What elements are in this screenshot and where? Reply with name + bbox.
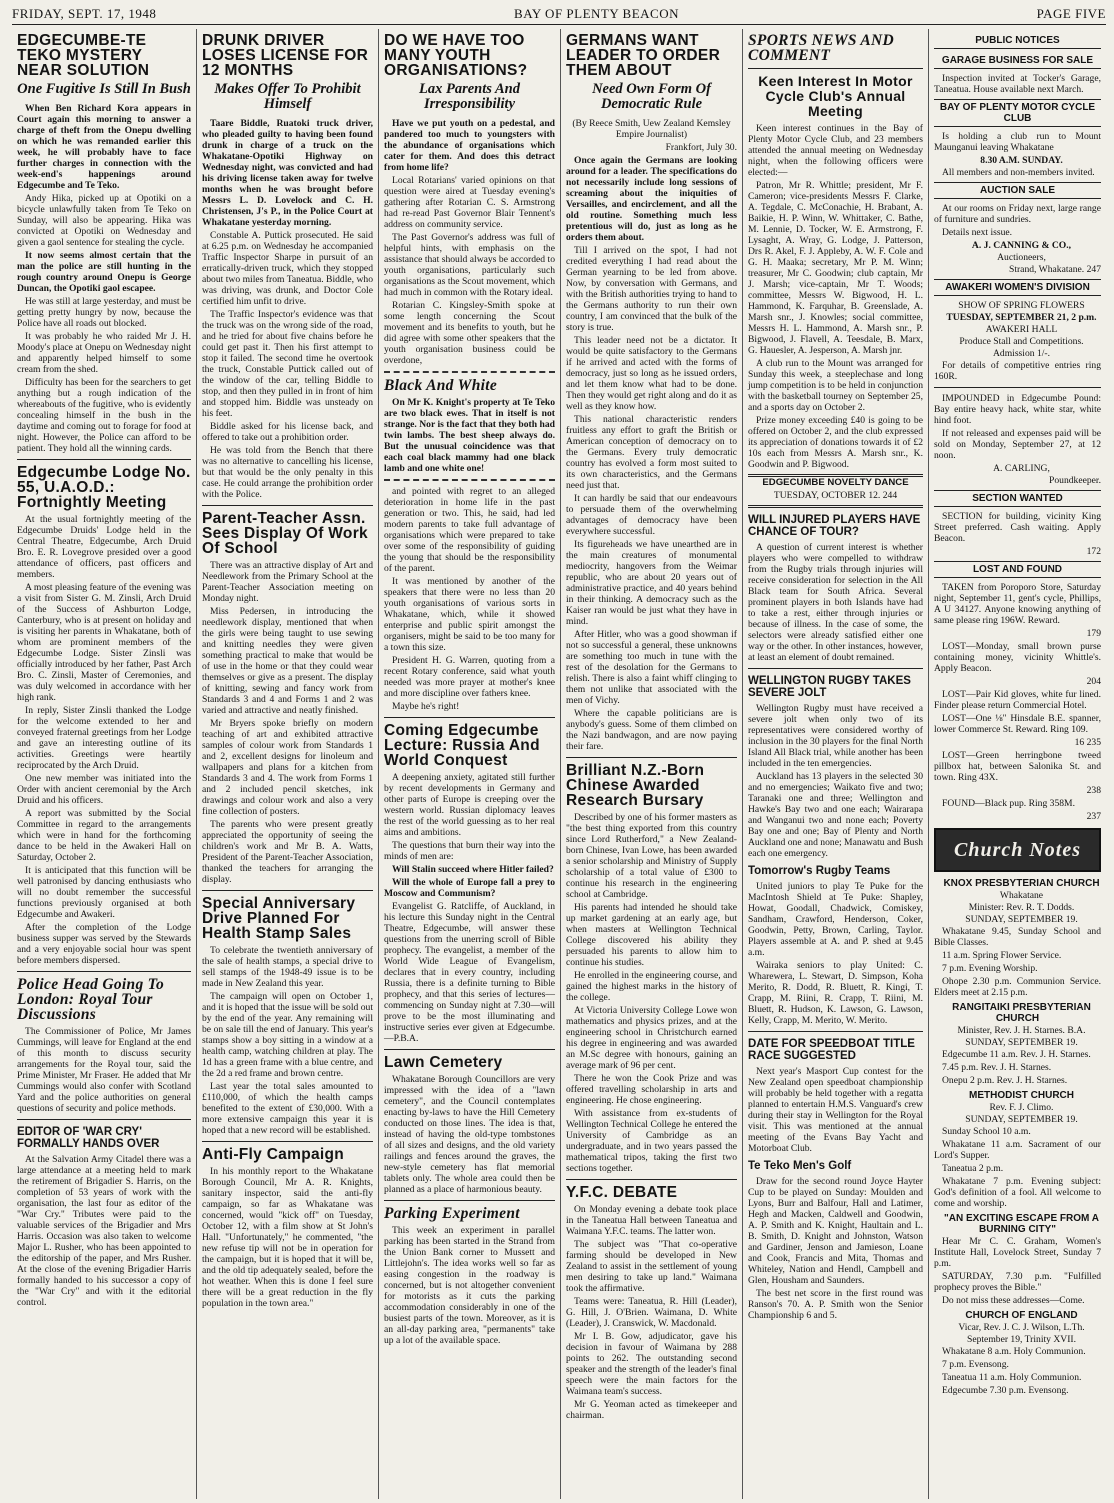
divider	[202, 1141, 373, 1142]
article-paragraph: Miss Pedersen, in introducing the needlework display, mentioned that when the girls were being taught to use sewing and knitting needles they were given something practical to make that would be of use in the home or that they could wear themselves or give as a present. The display of knitting, sewing and fancy work from Standards 3 and 4 and Forms 1 and 2 was varied and attractive and neatly finished.	[202, 606, 373, 716]
article-paragraph: He was still at large yesterday, and must be getting pretty hungry by now, because the Police have all roads out blocked.	[17, 296, 191, 329]
notice-ref: 172	[1086, 546, 1101, 557]
church-line: Vicar, Rev. J. C. J. Wilson, L.Th.	[958, 1322, 1085, 1333]
subhead-democratic-rule: Need Own Form Of Democratic Rule	[592, 81, 711, 112]
church-escape-head: "AN EXCITING ESCAPE FROM A BURNING CITY"	[944, 1213, 1099, 1235]
notice-ref: 179	[1086, 628, 1101, 639]
notice-time: 8.30 A.M. SUNDAY.	[980, 155, 1063, 166]
church-line: Whakatane 7 p.m. Evening subject: God's definition of a fool. All welcome to come and worship.	[934, 1176, 1101, 1209]
church-line: Minister: Rev. R. T. Dodds.	[968, 902, 1075, 913]
lost-item: FOUND—Black pup. Ring 358M.	[942, 798, 1075, 809]
notice-ref: 247	[1086, 264, 1101, 275]
notice-text: AWAKERI HALL	[985, 324, 1058, 335]
headline-speedboat: DATE FOR SPEEDBOAT TITLE RACE SUGGESTED	[748, 1038, 915, 1062]
article-lead: On Mr K. Knight's property at Te Teko are two black ewes. That in itself is not strange. Nor is the fact that they both had twin lambs. The best sheep always do. But the unusual coincidence was that each coal black mammy had one black lamb and one white one!	[384, 397, 555, 474]
notice-text: Inspection invited at Tocker's Garage, Taneatua. House available next March.	[934, 73, 1101, 95]
notice-garage-head: GARAGE BUSINESS FOR SALE	[934, 53, 1101, 69]
column-3	[379, 29, 561, 1499]
masthead	[12, 4, 1106, 25]
church-line: Do not miss these addresses—Come.	[942, 1295, 1085, 1306]
divider	[17, 1119, 191, 1120]
divider	[202, 505, 373, 506]
article-paragraph: Last year the total sales amounted to £110,000, of which the health camps benefited to the extent of £30,000. With a more extensive campaign this year it is hoped that a new record will be established.	[202, 1081, 373, 1136]
headline-lawn-cemetery: Lawn Cemetery	[384, 1054, 503, 1071]
article-lead: Have we put youth on a pedestal, and pandered too much to youngsters with the abundance of organisations which cater for them. And does this detract from home life?	[384, 118, 555, 173]
article-paragraph: Local Rotarians' varied opinions on that question were aired at Tuesday evening's gathering after Rotarian C. S. Armstrong had re-read Past Governor Blair Tennent's address on community service.	[384, 175, 555, 230]
article-paragraph: Mr G. Yeoman acted as timekeeper and chairman.	[566, 1399, 737, 1421]
divider	[748, 1031, 923, 1032]
article-paragraph: After Hitler, who was a good showman if not so successful a general, these unknowns are something too much in tune with the rest of the desolation for the Germans to relish. There is also a faint whiff clinging to them not unlike that associated with the men of Vichy.	[566, 629, 737, 706]
notice-text: Details next issue.	[942, 227, 1013, 238]
notice-ref: 204	[1086, 676, 1101, 687]
divider	[384, 1049, 555, 1050]
lost-item: LOST—Pair Kid gloves, white fur lined. Finder please return Commercial Hotel.	[934, 689, 1101, 711]
church-line: SUNDAY, SEPTEMBER 19.	[965, 914, 1078, 925]
article-paragraph: To celebrate the twentieth anniversary of the sale of health stamps, a special drive to sell stamps of the 1948-49 issue is to be made in New Zealand this year.	[202, 945, 373, 989]
ad-novelty-dance: EDGECUMBE NOVELTY DANCE	[762, 477, 909, 488]
headline-druids-lodge: Edgecumbe Lodge No. 55, U.A.O.D.: Fortnightly Meeting	[17, 464, 191, 511]
article-paragraph: The campaign will open on October 1, and it is hoped that the issue will be sold out by the end of the year. Any remaining will be on sale till the end of January. This year's stamps show a boy sitting in a window at a health camp, watching children at play. The 1d has a green frame with a blue centre, and the 2d a red frame and brown centre.	[202, 991, 373, 1079]
column-2	[197, 29, 379, 1499]
article-paragraph: President H. G. Warren, quoting from a recent Rotary conference, said what youth needed was more prayer at mother's knee and more discipline over fathers knee.	[384, 655, 555, 699]
divider	[566, 757, 737, 758]
headline-germans-leader: GERMANS WANT LEADER TO ORDER THEM ABOUT	[566, 32, 721, 79]
article-paragraph: Biddle asked for his license back, and offered to take out a prohibition order.	[202, 421, 373, 443]
article-paragraph: Till I arrived on the spot, I had not credited everything I had read about the German yearning to be led from above. Now, by conversation with Germans, and with the British authorities trying to hand to the Germans authority to run their own country, I am convinced that the bulk of the story is true.	[566, 245, 737, 333]
headline-anti-fly: Anti-Fly Campaign	[202, 1146, 345, 1163]
article-paragraph: A most pleasing feature of the evening was a visit from Sister G. M. Zinsli, Arch Druid of the Success of Ashburton Lodge, Canterbury, who is at present on holiday and is visiting her parents in Whakatane, both of whom are prominent members of the Edgecumbe Lodge. Sister Zinsli was officially introduced by her father, Past Arch Bro. C. Zinsli, Master of Ceremonies, and was duly welcomed in accordance with her high rank.	[17, 582, 191, 703]
article-paragraph: The parents who were present greatly appreciated the opportunity of seeing the children's work and Mr B. A. Watts, President of the Parent-Teacher Association, thanked the teachers for arranging the display.	[202, 819, 373, 885]
headline-parking: Parking Experiment	[384, 1205, 520, 1222]
article-paragraph: A report was submitted by the Social Committee in regard to the arrangements which were in hand for the forthcoming dance to be held in the Awakeri Hall on Saturday, October 2.	[17, 808, 191, 863]
section-public-notices: PUBLIC NOTICES	[934, 33, 1101, 49]
article-lead: Once again the Germans are looking around for a leader. The specifications do not necessarily include long sessions of screaming about the iniquities of Versailles, and encirclement, and all the old routine. Something much less pretentious will do, just as long as he orders them about.	[566, 155, 737, 243]
article-paragraph: Wellington Rugby must have received a severe jolt when only two of its representatives were considered worthy of inclusion in the 30 players for the final North Island All Black trial, while another has been included in the ten emergencies.	[748, 703, 923, 769]
notice-impounded: IMPOUNDED in Edgecumbe Pound: Bay entire heavy hack, white star, white hind foot.	[934, 393, 1101, 426]
article-lead: It now seems almost certain that the man the police are still hunting in the rough country around Onepu is George Duncan, the Opotiki gaol escapee.	[17, 250, 191, 294]
notice-address-text: Strand, Whakatane.	[1008, 264, 1085, 275]
article-paragraph: Where the capable politicians are is anybody's guess. Some of them climbed on the Nazi bandwagon, and are now paying their fare.	[566, 708, 737, 752]
article-paragraph: It was mentioned by another of the speakers that there were no less than 20 youth organisations of various sorts in Whakatane, which, while it showed enterprise and public spirit amongst the organisers, might be said to be too many for a town this size.	[384, 576, 555, 653]
divider	[748, 68, 923, 69]
article-paragraph: Difficulty has been for the searchers to get anything but a rough indication of the whereabouts of the fugitive, who is evidently concealing himself in the bush in the daytime and coming out to forage for food at night. However, the Police can afford to be patient. They hold all the winning cards.	[17, 377, 191, 454]
church-line: 7.45 p.m. Rev. J. H. Starnes.	[942, 1062, 1052, 1073]
subhead-fugitive: One Fugitive Is Still In Bush	[17, 81, 191, 97]
article-paragraph: Mr Bryers spoke briefly on modern teaching of art and exhibited attractive samples of colour work from Standards 1 and 2, excellent designs for linoleum and wallpapers and plans for a kitchen from Standards 3 and 4. The work from Forms 1 and 2 included pencil sketches, ink drawings and colour work and also a very fine collection of posters.	[202, 718, 373, 817]
article-paragraph: Keen interest continues in the Bay of Plenty Motor Cycle Club, and 23 members attended the annual meeting on Wednesday night, when the following officers were elected:—	[748, 123, 923, 178]
article-paragraph: He enrolled in the engineering course, and gained the highest marks in the history of the college.	[566, 970, 737, 1003]
article-paragraph: Andy Hika, picked up at Opotiki on a bicycle unlawfully taken from Te Teko on Sunday, will also be appearing. Hika was convicted at Opotiki on Wednesday and given a gaol sentence for stealing the cycle.	[17, 193, 191, 248]
article-paragraph: United juniors to play Te Puke for the MacIntosh Shield at Te Puke: Shapley, Howat, Goodall, Chadwick, Comiskey, Sandham, Crawford, Henderson, Coker, Goodwin, Petty, Brown, Carling, Taylor. Players assemble at A. and P. shed at 9.45 a.m.	[748, 881, 923, 958]
divider	[934, 387, 1101, 388]
article-paragraph: Wairaka seniors to play United: C. Wharewera, L. Stewart, D. Simpson, Koha Merito, R. Dodd, R. Bluett, R. Kingi, T. Crapp, M. Riini, R. Crapp, T. Riini, M. Bluett, R. Hudson, K. Lawson, G. Lawson, Kelly, Crapp, M. Merito, W. Merito.	[748, 960, 923, 1026]
notice-text: If not released and expenses paid will be sold on Monday, September 27, at 12 noon.	[934, 428, 1101, 461]
byline: (By Reece Smith, Uew Zealand Kemsley Empire Journalist)	[572, 118, 731, 140]
notice-text: Admission 1/-.	[992, 348, 1051, 359]
article-question: Will the whole of Europe fall a prey to Moscow and Communism?	[384, 877, 555, 899]
column-5	[743, 29, 929, 1499]
divider	[384, 717, 555, 718]
church-line: Edgecumbe 11 a.m. Rev. J. H. Starnes.	[942, 1049, 1091, 1060]
article-question: Will Stalin succeed where Hitler failed?	[392, 864, 554, 875]
church-line: Ohope 2.30 p.m. Communion Service. Elders meet at 2.15 p.m.	[934, 976, 1101, 998]
church-line: Taneatua 2 p.m.	[942, 1163, 1004, 1174]
article-paragraph: Constable A. Puttick prosecuted. He said at 6.25 p.m. on Wednesday he accompanied Traffic Inspector Sharpe in pursuit of an erratically-driven truck, which they stopped about two miles from Taneatua. Biddle, who was driving, was drunk, and Doctor Cole certified him unfit to drive.	[202, 230, 373, 307]
article-paragraph: Described by one of his former masters as "the best thing exported from this country since Lord Rutherford," a New Zealand-born Chinese, Ivan Lowe, has been awarded a senior scholarship and Ministry of Supply scholarship of a total value of £300 to continue his research in the engineering school at Cambridge.	[566, 812, 737, 900]
headline-health-stamp: Special Anniversary Drive Planned For Health Stamp Sales	[202, 895, 356, 942]
divider	[384, 371, 555, 373]
headline-drunk-driver: DRUNK DRIVER LOSES LICENSE FOR 12 MONTHS	[202, 32, 369, 79]
article-paragraph: and pointed with regret to an alleged deterioration in home life in the past generation or two. This, he said, had led modern parents to take full advantage of organisations which were prepared to take over some of the responsibility of guiding the young that should be the responsibility of the parent.	[384, 486, 555, 574]
headline-war-cry: EDITOR OF 'WAR CRY' FORMALLY HANDS OVER	[17, 1126, 160, 1150]
divider	[384, 479, 555, 481]
ad-ref: 244	[882, 490, 898, 501]
headline-edgecumbe-mystery: EDGECUMBE-TE TEKO MYSTERY NEAR SOLUTION	[17, 32, 150, 79]
article-paragraph: Patron, Mr R. Whittle; president, Mr F. Cameron; vice-presidents Messrs F. Clarke, A. Tegdale, C. McConachie, H. Brabant, A. Baikie, H. P. Winn, W. Whittaker, C. Bathe, M. Lennie, D. Tocker, W. E. Armstrong, F. Lysaght, A. Wray, G. Lodge, J. Patterson, Drs R. Akel, F. J. Appleby, A. W. F. Cole and G. H. Maaka; secretary, Mr P. M. Winn; treasurer, Mr C. Goodwin; club captain, Mr J. Marsh; vice-captain, Mr T. Woods; committee, Messrs W. Bigwood, H. L. Hammond, K. Farquhar, B. Greenslade, A. Marsh snr., J. Knowles; social committee, Messrs H. L. Hammond, A. Marsh snr., P. Bigwood, J. Flavell, A. Teesdale, B. Marx, G. Hauesler, A. Jesperson, A. Marsh jnr.	[748, 180, 923, 356]
church-england-head: CHURCH OF ENGLAND	[965, 1310, 1078, 1321]
article-paragraph: He was told from the Bench that there was no alternative to cancelling his license, but that would be the only penalty in this case. He could arrange the prohibition order with the Police.	[202, 445, 373, 500]
lost-item: TAKEN from Poroporo Store, Saturday night, September 11, gent's cycle, Phillips, A U 34127. Anyone knowing anything of same please ring 196W. Reward.	[934, 582, 1101, 626]
masthead-title: BAY OF PLENTY BEACON	[514, 6, 679, 21]
notice-text: At our rooms on Friday next, large range of furniture and sundries.	[934, 203, 1101, 225]
masthead-page: PAGE FIVE	[1036, 6, 1106, 21]
church-line: SUNDAY, SEPTEMBER 19.	[965, 1037, 1078, 1048]
article-paragraph: There he won the Cook Prize and was offered travelling scholarship in arts and engineering. He chose engineering.	[566, 1073, 737, 1106]
church-line: Whakatane 8 a.m. Holy Communion.	[942, 1346, 1086, 1357]
church-line: 11 a.m. Spring Flower Service.	[942, 950, 1062, 961]
headline-youth-organisations: DO WE HAVE TOO MANY YOUTH ORGANISATIONS?	[384, 32, 528, 79]
headline-edgecumbe-lecture: Coming Edgecumbe Lecture: Russia And World Conquest	[384, 722, 540, 769]
church-line: Whakatane 9.45, Sunday School and Bible Classes.	[934, 926, 1101, 948]
notice-section-wanted-head: SECTION WANTED	[934, 490, 1101, 507]
article-paragraph: His parents had intended he should take up market gardening at an early age, but when masters at Wellington Technical College discovered his ability they persuaded his parents to allow him to continue his studies.	[566, 902, 737, 968]
article-paragraph: The Traffic Inspector's evidence was that the truck was on the wrong side of the road, and he tried for about five chains before he could get past it. Then his first attempt to stop it failed. The second time he overtook the truck, Constable Puttick called out of the window of the car, telling Biddle to stop, and then they pulled in in front of him and stopped him. Biddle was unsteady on his feet.	[202, 309, 373, 419]
church-line: SATURDAY, 7.30 p.m. "Fulfilled prophecy proves the Bible."	[934, 1271, 1101, 1293]
divider	[748, 505, 923, 508]
church-line: Whakatane	[999, 890, 1044, 901]
article-paragraph: At the usual fortnightly meeting of the Edgecumbe Druids' Lodge held in the Central Theatre, Edgecumbe, Arch Druid Bro. E. R. Lovegrove presided over a good attendance of officers, past officers and members.	[17, 514, 191, 580]
article-paragraph: Prize money exceeding £40 is going to be offered on October 2, and the club expressed its appreciation of donations towards it of £2 10s each from Messrs A. Marsh snr., K. Goodwin and P. Bigwood.	[748, 415, 923, 470]
article-paragraph: The subject was "That co-operative farming should be developed in New Zealand to assist in the settlement of young men desiring to take up land." Waimana took the affirmative.	[566, 1239, 737, 1294]
headline-parent-teacher: Parent-Teacher Assn. Sees Display Of Work Of School	[202, 510, 368, 557]
article-paragraph: It is anticipated that this function will be well patronised by dancing enthusiasts who will no doubt remember the successful functions previously organised at both Edgecumbe and Awakeri.	[17, 865, 191, 920]
article-paragraph: This week an experiment in parallel parking has been started in the Strand from the Union Bank corner to Mussett and Littlejohn's. The idea works well so far as easing congestion in the roadway is concerned, but is not altogether convenient for motorists as it cuts the parking accommodation considerably in one of the busiest parts of the town. Moreover, as it is an all-day parking area, "permanents" take up a lot of the available space.	[384, 1225, 555, 1346]
notice-awakeri-head: AWAKERI WOMEN'S DIVISION	[934, 279, 1101, 296]
article-paragraph: It can hardly be said that our endeavours to persuade them of the overwhelming advantages of democracy have been everywhere successful.	[566, 493, 737, 537]
notice-text: For details of competitive entries ring 160R.	[934, 360, 1101, 382]
article-paragraph: Next year's Masport Cup contest for the New Zealand open speedboat championship will probably be held together with a regatta planned to entertain H.M.S. Vanguard's crew during their stay in Wellington for the Royal visit. This was mentioned at the annual meeting of the Evans Bay Yacht and Motorboat Club.	[748, 1066, 923, 1154]
columns	[12, 29, 1106, 1499]
dateline: Frankfort, July 30.	[665, 142, 737, 153]
notice-ref: 238	[1086, 785, 1101, 796]
headline-black-white: Black And White	[384, 377, 498, 394]
church-rangitaiki-head: RANGITAIKI PRESBYTERIAN CHURCH	[952, 1002, 1091, 1024]
divider	[384, 1200, 555, 1201]
column-4	[561, 29, 743, 1499]
article-paragraph: With assistance from ex-students of Wellington Technical College he entered the University of Cambridge as an undergraduate, and in two years passed the mathematical tripos, taking the first two sections together.	[566, 1108, 737, 1174]
lost-item: LOST—One ⅛" Hinsdale B.E. spanner, lower Commerce St. Reward. Ring 109.	[934, 713, 1101, 735]
masthead-date: FRIDAY, SEPT. 17, 1948	[12, 6, 157, 21]
church-line: Edgecumbe 7.30 p.m. Evensong.	[942, 1385, 1069, 1396]
church-line: 7 p.m. Evensong.	[942, 1359, 1009, 1370]
section-sports-news: SPORTS NEWS AND COMMENT	[748, 32, 895, 64]
article-paragraph: After the completion of the Lodge business supper was served by the Stewards and a very enjoyable social hour was spent before members dispersed.	[17, 922, 191, 966]
headline-police-head: Police Head Going To London: Royal Tour Discussions	[17, 976, 165, 1023]
article-paragraph: Draw for the second round Joyce Hayter Cup to be played on Sunday: Moulden and Lyons, Burr and Balfour, Hall and Latimer, Hegh and Macken, Caldwell and Goodwin, A. P. Smith and K. Knight, Haultain and L. B. Smith, D. Knight and Johnston, Watson and Gardiner, Jenson and Jamieson, Loane and Cook, Francis and Mita, Thomas and Whiteley, Nation and Hendl, Campbell and Glen, Housham and Saunders.	[748, 1176, 923, 1286]
subhead-prohibit: Makes Offer To Prohibit Himself	[214, 81, 361, 112]
church-methodist-head: METHODIST CHURCH	[969, 1090, 1074, 1101]
article-paragraph: On Monday evening a debate took place in the Taneatua Hall between Taneatua and Waimana Y.F.C. teams. The latter won.	[566, 1204, 737, 1237]
headline-wellington-rugby: WELLINGTON RUGBY TAKES SEVERE JOLT	[748, 675, 911, 699]
divider	[17, 459, 191, 460]
notice-text: Is holding a club run to Mount Maunganui leaving Whakatane	[934, 131, 1101, 153]
article-paragraph: In his monthly report to the Whakatane Borough Council, Mr A. R. Knights, sanitary inspector, said the anti-fly campaign, so far as Whakatane was concerned, would "kick off" on Tuesday, October 12, with a film show at St John's Hall. "Unfortunately," he commented, "the new refuse tip will not be in operation for the campaign, but it is hoped that it will be, and the old tip adequately sealed, before the hot weather. When this is done I feel sure there will be a great reduction in the fly population in the town area."	[202, 1166, 373, 1309]
divider	[748, 668, 923, 669]
divider	[17, 971, 191, 972]
church-knox-head: KNOX PRESBYTERIAN CHURCH	[943, 878, 1100, 889]
notice-text: All members and non-members invited.	[942, 167, 1095, 178]
church-line: Sunday School 10 a.m.	[942, 1126, 1031, 1137]
article-lead: Taare Biddle, Ruatoki truck driver, who pleaded guilty to having been found drunk in charge of a truck on the Whakatane-Opotiki Highway on Wednesday night, was convicted and had his driving license taken away for twelve months when he was brought before Messrs L. D. Lovelock and C. H. Christensen, J's P., in the Police Court at Whakatane yesterday morning.	[202, 118, 373, 228]
divider	[566, 1179, 737, 1180]
article-paragraph: Mr I. B. Gow, adjudicator, gave his decision in favour of Waimana by 288 points to 262. The outstanding second speaker and the strength of the leader's final speech were the main factors for the Waimana team's success.	[566, 1331, 737, 1397]
article-paragraph: One new member was initiated into the Order with ancient ceremonial by the Arch Druid and his officers.	[17, 773, 191, 806]
article-paragraph: Evangelist G. Ratcliffe, of Auckland, in his lecture this Sunday night in the Central Theatre, Edgecumbe, will answer these questions from the unerring scroll of Bible prophecy. The evangelist, a member of the World Wide League of Evangelism, declares that in every country, including Russia, there is a definite turning to Bible prophecy, and that this series of lectures—commencing on Sunday night at 7.30—will prove to be the most illuminating and instructive series ever given at Edgecumbe.—P.B.A.	[384, 901, 555, 1044]
ad-novelty-date	[748, 490, 923, 501]
church-line: Rev. F. J. Climo.	[989, 1102, 1054, 1113]
church-line: Whakatane 11 a.m. Sacrament of our Lord's Supper.	[934, 1139, 1101, 1161]
article-paragraph: This national characteristic renders fruitless any effort to graft the British or American conception of democracy on to the Germans. Every truly democratic country has evolved a form most suited to its own characteristics, and the Germans need just that.	[566, 414, 737, 491]
headline-injured-players: WILL INJURED PLAYERS HAVE CHANCE OF TOUR?	[748, 514, 921, 538]
column-6	[929, 29, 1106, 1499]
church-line: Onepu 2 p.m. Rev. J. H. Starnes.	[942, 1075, 1068, 1086]
article-paragraph: At Victoria University College Lowe won mathematics and physics prizes, and at the engineering school in Christchurch earned his degree in engineering and was awarded an M.Sc degree with honours, gaining an average mark of 96 per cent.	[566, 1005, 737, 1071]
church-line: Taneatua 11 a.m. Holy Communion.	[942, 1372, 1082, 1383]
notice-text: SECTION for building, vicinity King Street preferred. Cash waiting. Apply Beacon.	[934, 511, 1101, 544]
article-paragraph: It was probably he who raided Mr J. H. Moody's place at Onepu on Wednesday night and apparently helped himself to some cream from the shed.	[17, 331, 191, 375]
article-paragraph: The best net score in the first round was Ranson's 70. A. P. Smith won the Senior Championship 6 and 5.	[748, 1288, 923, 1321]
notice-auction-head: AUCTION SALE	[934, 182, 1101, 199]
headline-rugby-teams: Tomorrow's Rugby Teams	[748, 865, 891, 877]
article-paragraph: The questions that burn their way into the minds of men are:	[384, 840, 555, 862]
notice-ref: 237	[1086, 811, 1101, 822]
divider	[202, 890, 373, 891]
column-1	[12, 29, 197, 1499]
article-paragraph: The Past Governor's address was full of helpful hints, with emphasis on the assistance that should always be accorded to youth organisations, particularly such organisations as the Scout movement, which had much in common with the Rotary ideal.	[384, 232, 555, 298]
notice-ref: 16 235	[1074, 737, 1101, 748]
article-paragraph: Teams were: Taneatua, R. Hill (Leader), G. Hill, J. O'Brien. Waimana, D. White (Leader), J. Cranswick, W. Macdonald.	[566, 1296, 737, 1329]
church-line: SUNDAY, SEPTEMBER 19.	[965, 1114, 1078, 1125]
church-notes-banner: Church Notes	[934, 828, 1101, 872]
notice-firm: A. J. CANNING & CO.,	[971, 240, 1072, 251]
church-line: Hear Mr C. C. Graham, Women's Institute Hall, Lovelock Street, Sunday 7 p.m.	[934, 1236, 1101, 1269]
lost-item: LOST—Monday, small brown purse containing money, vicinity Whittle's. Apply Beacon.	[934, 641, 1101, 674]
article-paragraph: A club run to the Mount was arranged for Sunday this week, a steeplechase and long jump competition is to be held in conjunction with the basketball tourney on September 25, and a sports day on October 2.	[748, 358, 923, 413]
article-paragraph: There was an attractive display of Art and Needlework from the Primary School at the Parent-Teacher Association meeting on Monday night.	[202, 560, 373, 604]
article-paragraph: Its figureheads we have unearthed are in the main creatures of monumental mediocrity, hangovers from the Weimar republic, who are about 20 years out of administrative practice, and 40 years behind in their thinking. A democracy such as the Kaiser ran would be just what they have in mind.	[566, 539, 737, 627]
church-line: September 19, Trinity XVII.	[967, 1334, 1076, 1345]
notice-lost-found-head: LOST AND FOUND	[934, 561, 1101, 578]
headline-te-teko-golf: Te Teko Men's Golf	[748, 1160, 852, 1172]
article-paragraph: Rotarian C. Kingsley-Smith spoke at some length concerning the Scout movement and its benefits to youth, but he did agree with some other speakers that the youth organisation business could be overdone,	[384, 300, 555, 366]
article-paragraph: Auckland has 13 players in the selected 30 and no emergencies; Waikato five and two; Taranaki one and three; Wellington and Hawke's Bay two and one each; Wairarapa and Wanganui two and none each; Poverty Bay one and one; Bay of Plenty and North Auckland one and none; Manawatu and Bush each one emergency.	[748, 771, 923, 859]
notice-motor-cycle-head: BAY OF PLENTY MOTOR CYCLE CLUB	[934, 99, 1101, 127]
notice-text: SHOW OF SPRING FLOWERS	[958, 300, 1085, 311]
article-paragraph: This leader need not be a dictator. It would be quite satisfactory to the Germans if he arrived and acted with the forms of democracy, just so long as he issued orders, and let them know what had to be done. Then they would get right along and do it as well as they know how.	[566, 335, 737, 412]
notice-role: Auctioneers,	[997, 252, 1046, 263]
notice-text: Produce Stall and Competitions.	[959, 336, 1084, 347]
article-lead: When Ben Richard Kora appears in Court again this morning to answer a charge of theft from the Onepu dwelling on which he was remanded earlier this week, he will probably have to face further charges in connection with the week-end's happenings around Edgecumbe and Te Teko.	[17, 103, 191, 191]
headline-chinese-bursary: Brilliant N.Z.-Born Chinese Awarded Research Bursary	[566, 762, 705, 809]
article-paragraph: In reply, Sister Zinsli thanked the Lodge for the welcome extended to her and conveyed fraternal greetings from her Lodge and gave an interesting outline of its activities. Greetings were heartily reciprocated by the Arch Druid.	[17, 705, 191, 771]
notice-role: Poundkeeper.	[1049, 475, 1101, 486]
church-line: Minister, Rev. J. H. Starnes. B.A.	[957, 1025, 1086, 1036]
subhead-lax-parents: Lax Parents And Irresponsibility	[419, 81, 520, 112]
article-paragraph: At the Salvation Army Citadel there was a large attendance at a meeting held to mark the retirement of Brigadier S. Harris, on the completion of 53 years of work with the organisation, the last four as editor of the "War Cry." Tributes were paid to the valuable services of the Brigadier and Mrs Harris. Occasion was also taken to welcome Major L. Rusher, who has been appointed to the editorship of the paper, and Mrs Rusher. At the close of the evening Brigadier Harris formally handed to his successor a copy of the "War Cry" and with it the editorial control.	[17, 1154, 191, 1308]
ad-date-text: TUESDAY, OCTOBER 12.	[773, 490, 881, 501]
notice-name: A. CARLING,	[993, 463, 1050, 474]
lost-item: LOST—Green herringbone tweed pillbox hat, between Salonika St. and town. Ring 43X.	[934, 750, 1101, 783]
article-paragraph: A deepening anxiety, agitated still further by recent developments in Germany and other parts of Europe is creeping over the western world. Russian diplomacy leaves the rest of the world guessing as to her real aims and ambitions.	[384, 772, 555, 838]
article-paragraph: Maybe he's right!	[392, 701, 460, 712]
article-paragraph: The Commissioner of Police, Mr James Cummings, will leave for England at the end of this month to discuss security arrangements for the Royal tour, said the Prime Minister, Mr Fraser. He added that Mr Cummings would also confer with Scotland Yard and the police authorities on general questions of security and police methods.	[17, 1026, 191, 1114]
article-paragraph: Whakatane Borough Councillors are very impressed with the idea of a "lawn cemetery", and the Council contemplates enacting by-laws to have the Hill Cemetery conducted on those lines. The idea is that, instead of having the old-type tombstones of all sizes and designs, and the old variety railings and fences around the graves, the new-style cemetery has flat memorial tablets only. The whole area could then be planned as a place of harmonious beauty.	[384, 1074, 555, 1195]
article-paragraph: A question of current interest is whether players who were compelled to withdraw from the Rugby trials through injuries will receive consideration for selection in the All Black team for South Africa. Several prominent players in both Islands have had to take a rest, either through injuries or because of illness. In the case of some, the selectors were already satisfied either one way or the other. In other instances, however, at least an element of doubt remained.	[748, 542, 923, 663]
church-line: 7 p.m. Evening Worship.	[942, 963, 1038, 974]
headline-motor-cycle: Keen Interest In Motor Cycle Club's Annual Meeting	[758, 73, 913, 119]
notice-address	[934, 264, 1101, 275]
notice-date: TUESDAY, SEPTEMBER 21, 2 p.m.	[946, 312, 1097, 323]
headline-yfc-debate: Y.F.C. DEBATE	[566, 1184, 678, 1201]
